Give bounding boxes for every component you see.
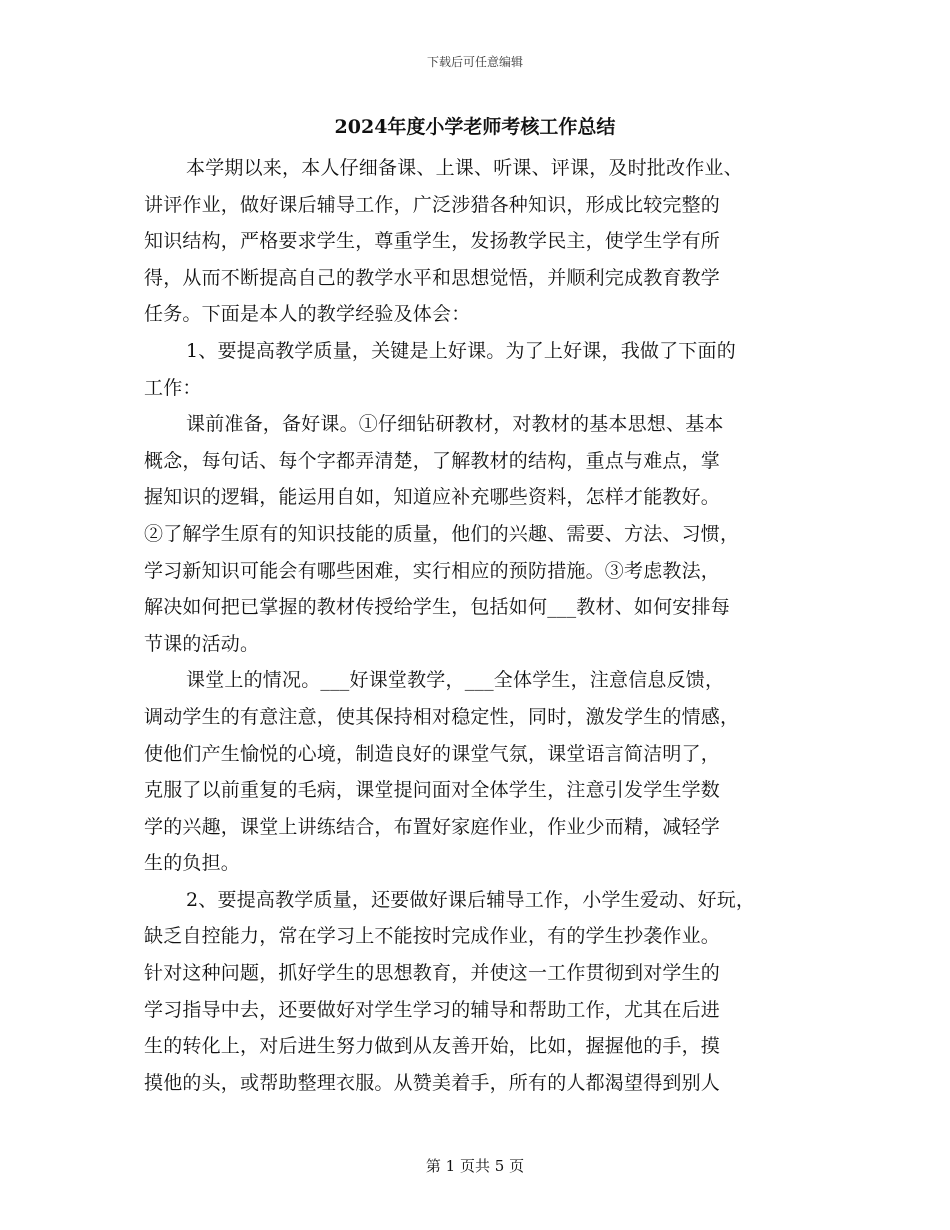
body-text-line: 节课的活动。 xyxy=(144,632,260,655)
body-text-line: 知识结构，严格要求学生，尊重学生，发扬教学民主，使学生学有所 xyxy=(144,230,721,253)
body-text-line: 课前准备，备好课。①仔细钻研教材，对教材的基本思想、基本 xyxy=(186,413,724,436)
body-text-line: 学习指导中去，还要做好对学生学习的辅导和帮助工作，尤其在后进 xyxy=(144,998,721,1021)
document-body xyxy=(144,150,824,1101)
body-text-line: 缺乏自控能力，常在学习上不能按时完成作业，有的学生抄袭作业。 xyxy=(144,925,721,948)
body-text-line: 学习新知识可能会有哪些困难，实行相应的预防措施。③考虑教法， xyxy=(144,559,721,582)
body-text-line: 2、要提高教学质量，还要做好课后辅导工作，小学生爱动、好玩， xyxy=(186,888,756,911)
page-number: 第 1 页共 5 页 xyxy=(425,1157,525,1175)
body-text-line: 概念，每句话、每个字都弄清楚，了解教材的结构，重点与难点，掌 xyxy=(144,449,721,472)
body-text-line: 本学期以来，本人仔细备课、上课、听课、评课，及时批改作业、 xyxy=(186,157,743,179)
body-text-line: 工作： xyxy=(144,376,202,399)
body-text-line: 使他们产生愉悦的心境，制造良好的课堂气氛，课堂语言简洁明了， xyxy=(144,742,721,765)
body-text-line: 讲评作业，做好课后辅导工作，广泛涉猎各种知识，形成比较完整的 xyxy=(144,193,721,216)
body-text-line: 克服了以前重复的毛病，课堂提问面对全体学生，注意引发学生学数 xyxy=(144,779,721,802)
body-text-line: 针对这种问题，抓好学生的思想教育，并使这一工作贯彻到对学生的 xyxy=(144,962,721,985)
body-text-line: ②了解学生原有的知识技能的质量，他们的兴趣、需要、方法、习惯， xyxy=(144,522,740,545)
body-text-line: 生的负担。 xyxy=(144,852,241,875)
body-text-line: 握知识的逻辑，能运用自如，知道应补充哪些资料，怎样才能教好。 xyxy=(144,486,721,509)
body-text-line: 任务。下面是本人的教学经验及体会： xyxy=(144,303,471,326)
body-text-line: 解决如何把已掌握的教材传授给学生，包括如何___教材、如何安排每 xyxy=(144,596,730,619)
body-text-line: 学的兴趣，课堂上讲练结合，布置好家庭作业，作业少而精，减轻学 xyxy=(144,815,721,838)
document-title: 2024年度小学老师考核工作总结 xyxy=(334,116,616,138)
body-text-line: 课堂上的情况。___好课堂教学，___全体学生，注意信息反馈， xyxy=(186,669,725,692)
body-text-line: 1、要提高教学质量，关键是上好课。为了上好课，我做了下面的 xyxy=(186,339,736,362)
body-text-line: 得，从而不断提高自己的教学水平和思想觉悟，并顺利完成教育教学 xyxy=(144,266,721,289)
page-header-note: 下载后可任意编辑 xyxy=(426,55,523,69)
body-text-line: 调动学生的有意注意，使其保持相对稳定性，同时，激发学生的情感， xyxy=(144,705,740,728)
body-text-line: 生的转化上，对后进生努力做到从友善开始，比如，握握他的手，摸 xyxy=(144,1035,721,1058)
body-text-line: 摸他的头，或帮助整理衣服。从赞美着手，所有的人都渴望得到别人 xyxy=(144,1071,721,1094)
